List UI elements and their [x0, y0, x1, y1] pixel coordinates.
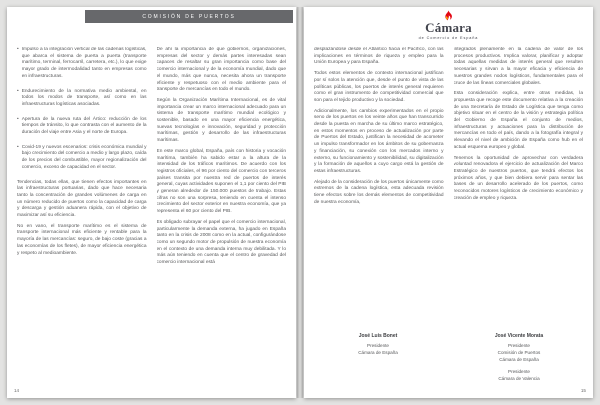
paragraph: Es obligado subrayar el papel que el comercio internacional, particularmente la demanda externa, ha jugado en España tanto en la crisis de 2008 como en la actual, configurándose como un segundo motor de propulsión de nuestra economía en el contexto de una demanda interna muy debilitada. Y lo más aún teniendo en cuenta que el centro de gravedad del comercio internacional está	[156, 219, 286, 266]
page-left	[7, 7, 296, 398]
signature-org: Cámara de España	[358, 349, 398, 355]
logo-subtitle: de Comercio de España	[418, 35, 479, 40]
left-column-2	[157, 47, 287, 382]
paragraph: Alejado de la consideración de los puertos únicamente como extremos de la cadena logística, esta adecuada revisión tiene efectos sobre los demás elementos de competitividad de nuestra economía,	[314, 179, 444, 205]
paragraph: Tenemos la oportunidad de aprovechar con verdadera voluntad renovadora el ejercicio de actualización del Marco Estratégico de nuestros puertos, que tendrá efectos los próximos años, y que bien debiera servir para sentar las bases de un desarrollo acelerado de los puertos, como reconocidos motores logísticos de crecimiento económico y creación de empleo y riqueza.	[453, 155, 583, 201]
bullet-item	[17, 117, 147, 141]
signature-name: José Luis Bonet	[358, 333, 398, 339]
paragraph: Tendencias, todas ellas, que tienen efectos importantes en las infraestructuras portuarias, dado que hace necesaria tanto la concentración de grandes volúmenes de carga en un número reducido de puertos como la capacidad de carga y descarga y gestión aduanera rápida, con el objetivo de maximizar así su eficiencia.	[17, 179, 147, 219]
signature-name: José Vicente Morata	[494, 333, 544, 339]
signature-title: Presidente	[508, 369, 530, 375]
paragraph: Según la Organización Marítima Internacional, es de vital importancia crear un marco internacional adecuado para un sistema de transporte marítimo mundial ecológico y sostenible, basado en una mayor eficiencia energética, nuevas tecnologías e innovación, seguridad y protección marítimas, gestión y desarrollo de las infraestructuras marítimas.	[156, 97, 286, 144]
bullet-text: Endurecimiento de la normativa medio ambiental, en todos los modos de transporte, así como en las infraestructuras logísticas asociadas.	[21, 88, 147, 107]
paragraph: No en vano, el transporte marítimo es el sistema de transporte internacional más eficiente y rentable para la mayoría de las mercancías: seguro, de bajo coste (gracias a las economías de los fletes), de mayor eficiencia energética y respeto al medioambiente.	[17, 223, 147, 256]
right-page-body	[314, 47, 583, 382]
bullet-text: Impulso a la integración vertical de las cadenas logísticas, que abarca el sistema de puerta a puerta (transporte marítimo, terminal, ferrocarril, carretera, etc.), lo que exige mayor grado de intermodalidad tanto en empresas como en infraestructuras.	[21, 47, 147, 79]
bullet-item	[17, 47, 147, 85]
bullet-marker: •	[17, 88, 19, 94]
right-column-1	[314, 47, 444, 382]
signature-org: Cámara de Valencia	[498, 376, 540, 382]
paragraph: desplazándose desde el Atlántico hacia el Pacífico, con las implicaciones en términos de riqueza y empleo para la Unión Europea y para España.	[314, 47, 444, 66]
signature-title: Presidente	[508, 342, 530, 348]
bullet-item	[17, 89, 147, 113]
paragraph: En este marco global, España, país con historia y vocación marítima, también ha sabido estar a la altura de la intensidad de los tráficos marítimos. De acuerdo con los registros oficiales, el 96 por ciento del comercio con terceros países transita por nuestra red de puertos de interés general, cuyas actividades suponen el 1,1 por ciento del PIB y generan alrededor de 150.000 puestos de trabajo. Estas cifras no son una sorpresa, teniendo en cuenta el intenso crecimiento del sector exterior en nuestra economía, que ya representa el 60 por ciento del PIB.	[156, 148, 286, 215]
bullet-text: Apertura de la nueva ruta del Ártico: reducción de los tiempos de tránsito, lo que contrasta con el aumento de la duración del viaje entre Asia y el norte de Europa.	[21, 116, 147, 136]
signature-org: Comisión de Puertos	[497, 349, 541, 355]
bullet-marker: •	[17, 116, 19, 122]
signature-title: Presidente	[367, 342, 389, 348]
bullet-text: Covid-19 y nuevos escenarios: crisis económica mundial y bajo crecimiento del comercio a medio y largo plazo, caída de los precios del combustible, mayor regionalización del comercio, exceso de capacidad en el sector.	[21, 144, 147, 170]
logo-wordmark: Cámara	[425, 20, 472, 35]
paragraph: Todos estos elementos de contexto internacional justifican por sí solos la atención que, desde el punto de vista de las políticas públicas, los puertos de interés general requieren como el gran instrumento de competitividad comercial que son para el tejido productivo y la sociedad.	[314, 71, 444, 103]
paragraph: De ahí la importancia de que gobiernos, organizaciones, empresas del sector y demás partes interesadas sean capaces de resaltar su gran importancia como base del comercio internacional y de la economía mundial, dado que el mundo, más que nunca, necesita ahora un transporte eficiente y respetuoso con el medio ambiente para el transporte de mercancías en todo el mundo.	[156, 47, 286, 93]
page-right	[304, 7, 593, 398]
left-column-1	[17, 47, 147, 382]
right-column-2	[454, 47, 584, 382]
bullet-marker: •	[17, 144, 19, 150]
left-page-body	[17, 47, 286, 382]
signature-org: Cámara de España	[499, 356, 539, 362]
paragraph: Adicionalmente, los cambios experimentados en el propio seno de los puertos en los veinte años que han transcurrido desde la puesta en marcha de su último marco estratégico, en estos momentos en proceso de actualización por parte de Puertos del Estado, justifican la necesidad de acometer un impulso transformador en los ámbitos de su gobernanza y financiación, su conexión con los mercados interno y externo, su funcionamiento y sostenibilidad, su digitalización y la formación de aquellos a cuyo cargo está la gestión de estas infraestructuras.	[314, 108, 444, 174]
paragraph: Esta consideración explica, entre otras medidas, la propuesta que recoge este documento relativa a la creación de una Secretaría de Estado de Logística que tenga como objetivo situar en el centro de la visión y estrategia política del Gobierno de España el conjunto de medios, infraestructuras y actuaciones para la distribución de mercancías en todo el país, dando a la fotografía integral y elevando el nivel de ambición de España como hub en el actual esquema europeo y global.	[453, 91, 583, 150]
paragraph: integrados plenamente en la cadena de valor de los procesos productivos. Implica valorar, planificar y adoptar todas aquellas medidas de interés general que resulten necesarias y sirvan a la mayor eficacia y eficiencia de nuestros grandes nodos logísticos, fundamentales para el cruce de las líneas comerciales globales.	[453, 47, 583, 86]
page-number: 15	[580, 388, 586, 393]
section-header	[85, 10, 293, 23]
camara-logo	[304, 10, 593, 40]
section-header-label: COMISIÓN DE PUERTOS	[142, 13, 236, 20]
page-gutter	[297, 7, 303, 398]
signature-block	[455, 333, 583, 382]
bullet-marker: •	[17, 47, 19, 52]
bullet-item	[17, 145, 147, 176]
page-number: 14	[14, 388, 20, 393]
signature-block	[314, 333, 442, 356]
